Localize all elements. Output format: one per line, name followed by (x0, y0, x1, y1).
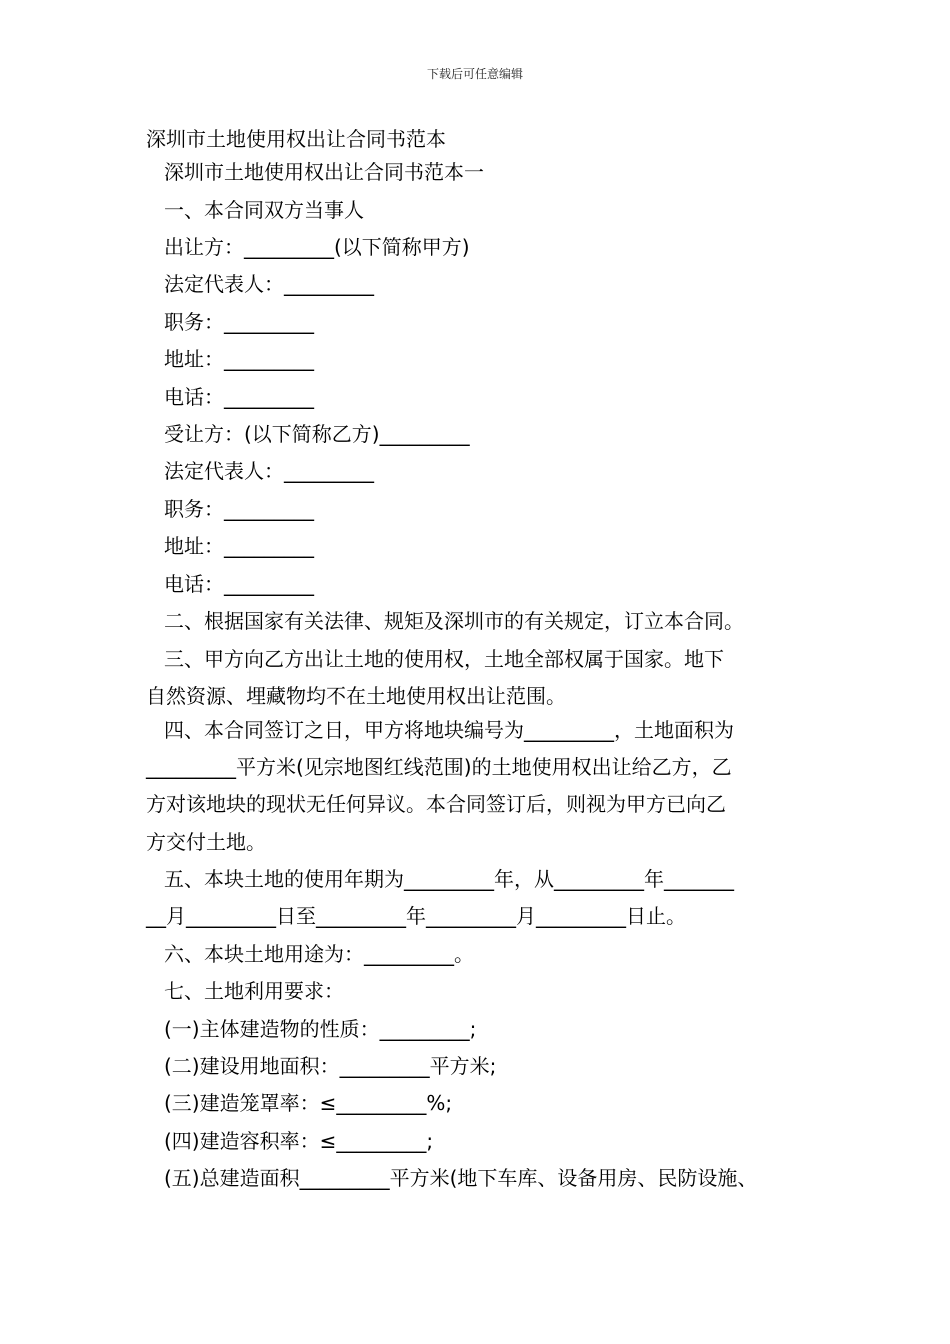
clause-seven: 七、土地利用要求： (164, 979, 344, 1003)
document-title: 深圳市土地使用权出让合同书范本 (146, 127, 446, 151)
requirement-2: (二)建设用地面积：_________平方米; (164, 1054, 497, 1078)
grantee-phone: 电话：_________ (164, 572, 314, 596)
clause-three-line1: 三、甲方向乙方出让土地的使用权，土地全部权属于国家。地下 (164, 647, 724, 671)
section-parties: 一、本合同双方当事人 (164, 198, 364, 222)
grantee-line: 受让方：(以下简称乙方)_________ (164, 422, 470, 446)
requirement-3: (三)建造笼罩率：≤_________%; (164, 1091, 453, 1115)
grantor-line: 出让方：_________(以下简称甲方) (164, 235, 470, 259)
grantor-phone: 电话：_________ (164, 385, 314, 409)
clause-four-line2: _________平方米(见宗地图红线范围)的土地使用权出让给乙方，乙 (146, 755, 732, 779)
subtitle: 深圳市土地使用权出让合同书范本一 (164, 160, 484, 184)
requirement-4: (四)建造容积率：≤_________; (164, 1129, 434, 1153)
grantor-position: 职务：_________ (164, 310, 314, 334)
clause-four-line3: 方对该地块的现状无任何异议。本合同签订后，则视为甲方已向乙 (146, 792, 726, 816)
grantee-representative: 法定代表人：_________ (164, 459, 374, 483)
grantor-representative: 法定代表人：_________ (164, 272, 374, 296)
clause-six: 六、本块土地用途为：_________。 (164, 942, 474, 966)
clause-five-line1: 五、本块土地的使用年期为_________年，从_________年_______ (164, 867, 734, 891)
requirement-5: (五)总建造面积_________平方米(地下车库、设备用房、民防设施、 (164, 1166, 758, 1190)
clause-four-line4: 方交付土地。 (146, 830, 266, 854)
requirement-1: (一)主体建造物的性质：_________; (164, 1017, 477, 1041)
grantee-address: 地址：_________ (164, 534, 314, 558)
clause-two: 二、根据国家有关法律、规矩及深圳市的有关规定，订立本合同。 (164, 609, 744, 633)
grantor-address: 地址：_________ (164, 347, 314, 371)
clause-five-line2: __月_________日至_________年_________月_________日止。 (146, 904, 686, 928)
grantee-position: 职务：_________ (164, 497, 314, 521)
clause-four-line1: 四、本合同签订之日，甲方将地块编号为_________，土地面积为 (164, 718, 734, 742)
clause-three-line2: 自然资源、埋藏物均不在土地使用权出让范围。 (146, 684, 566, 708)
page-header: 下载后可任意编辑 (426, 67, 523, 81)
